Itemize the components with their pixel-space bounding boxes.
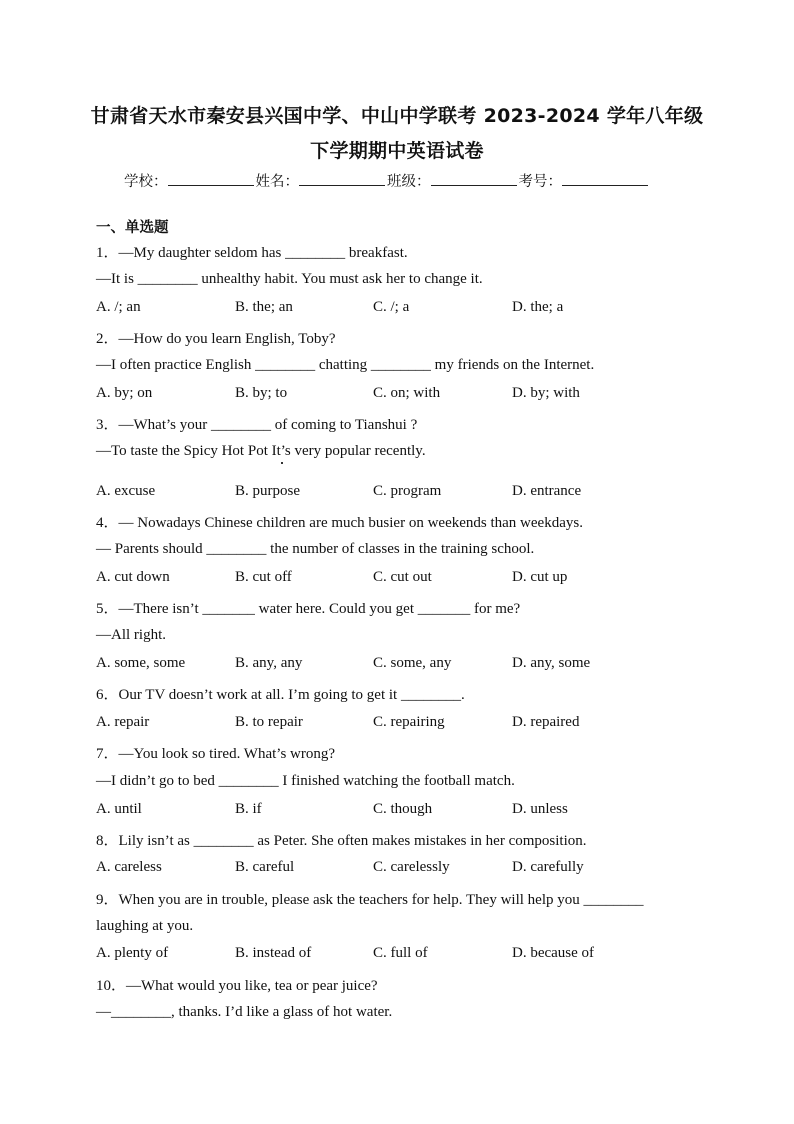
question-9-line-1: 9．When you are in trouble, please ask the teachers for help. They will help you ________ xyxy=(96,892,644,908)
question-7-option-d: D. unless xyxy=(512,801,568,817)
question-1-option-c: C. /; a xyxy=(373,299,410,315)
question-3-line-1: 3．—What’s your ________ of coming to Tianshui ? xyxy=(96,417,418,433)
question-4-option-a: A. cut down xyxy=(96,569,170,585)
question-10-line-1: 10．—What would you like, tea or pear juice? xyxy=(96,978,378,994)
school-blank xyxy=(168,171,254,186)
question-2-option-a: A. by; on xyxy=(96,385,153,401)
question-9-option-b: B. instead of xyxy=(235,945,312,961)
question-5-line-2: —All right. xyxy=(96,627,166,643)
question-9-line-2: laughing at you. xyxy=(96,918,194,934)
section-title: 一、单选题 xyxy=(96,220,169,236)
question-2-option-c: C. on; with xyxy=(373,385,441,401)
question-8-option-b: B. careful xyxy=(235,859,295,875)
question-8-option-d: D. carefully xyxy=(512,859,584,875)
question-2-line-1: 2．—How do you learn English, Toby? xyxy=(96,331,336,347)
class-label: 班级： xyxy=(387,174,431,190)
question-3-option-c: C. program xyxy=(373,483,442,499)
question-1-line-1: 1．—My daughter seldom has ________ breakfast. xyxy=(96,245,408,261)
question-7-option-c: C. though xyxy=(373,801,433,817)
question-5-option-d: D. any, some xyxy=(512,655,591,671)
question-4-option-b: B. cut off xyxy=(235,569,292,585)
question-3-line-2: —To taste the Spicy Hot Pot It’s very popular recently. xyxy=(96,443,426,459)
name-blank xyxy=(299,171,385,186)
class-blank xyxy=(431,171,517,186)
question-4-option-d: D. cut up xyxy=(512,569,568,585)
exam-title-line1: 甘肃省天水市秦安县兴国中学、中山中学联考 2023-2024 学年八年级 xyxy=(90,105,704,127)
question-1-option-a: A. /; an xyxy=(96,299,141,315)
question-1-option-d: D. the; a xyxy=(512,299,564,315)
name-label: 姓名： xyxy=(255,174,299,190)
question-7-line-1: 7．—You look so tired. What’s wrong? xyxy=(96,746,336,762)
question-7-line-2: —I didn’t go to bed ________ I finished watching the football match. xyxy=(96,773,515,789)
question-6-line-1: 6．Our TV doesn’t work at all. I’m going to get it ________. xyxy=(96,687,465,703)
question-5-option-a: A. some, some xyxy=(96,655,186,671)
question-4-option-c: C. cut out xyxy=(373,569,432,585)
question-6-option-c: C. repairing xyxy=(373,714,445,730)
question-8-line-1: 8．Lily isn’t as ________ as Peter. She often makes mistakes in her composition. xyxy=(96,833,587,849)
stray-dot-mark xyxy=(281,462,283,464)
question-7-option-b: B. if xyxy=(235,801,262,817)
question-2-option-b: B. by; to xyxy=(235,385,288,401)
question-4-line-1: 4．— Nowadays Chinese children are much busier on weekends than weekdays. xyxy=(96,515,583,531)
question-6-option-b: B. to repair xyxy=(235,714,303,730)
question-10-line-2: —________, thanks. I’d like a glass of hot water. xyxy=(96,1004,393,1020)
question-8-option-c: C. carelessly xyxy=(373,859,450,875)
question-3-option-b: B. purpose xyxy=(235,483,300,499)
number-blank xyxy=(562,171,648,186)
question-3-option-a: A. excuse xyxy=(96,483,156,499)
question-5-option-b: B. any, any xyxy=(235,655,303,671)
question-9-option-d: D. because of xyxy=(512,945,595,961)
question-3-option-d: D. entrance xyxy=(512,483,582,499)
question-5-line-1: 5．—There isn’t _______ water here. Could you get _______ for me? xyxy=(96,601,521,617)
question-6-option-a: A. repair xyxy=(96,714,150,730)
school-label: 学校： xyxy=(124,174,168,190)
question-5-option-c: C. some, any xyxy=(373,655,452,671)
exam-title-line2: 下学期期中英语试卷 xyxy=(310,140,484,162)
question-8-option-a: A. careless xyxy=(96,859,162,875)
question-6-option-d: D. repaired xyxy=(512,714,580,730)
question-9-option-c: C. full of xyxy=(373,945,428,961)
question-1-option-b: B. the; an xyxy=(235,299,293,315)
question-2-line-2: —I often practice English ________ chatting ________ my friends on the Internet. xyxy=(96,357,595,373)
question-1-line-2: —It is ________ unhealthy habit. You must ask her to change it. xyxy=(96,271,483,287)
question-9-option-a: A. plenty of xyxy=(96,945,169,961)
question-2-option-d: D. by; with xyxy=(512,385,580,401)
question-4-line-2: — Parents should ________ the number of classes in the training school. xyxy=(96,541,535,557)
number-label: 考号： xyxy=(518,174,562,190)
question-7-option-a: A. until xyxy=(96,801,142,817)
student-info-row xyxy=(124,170,650,191)
